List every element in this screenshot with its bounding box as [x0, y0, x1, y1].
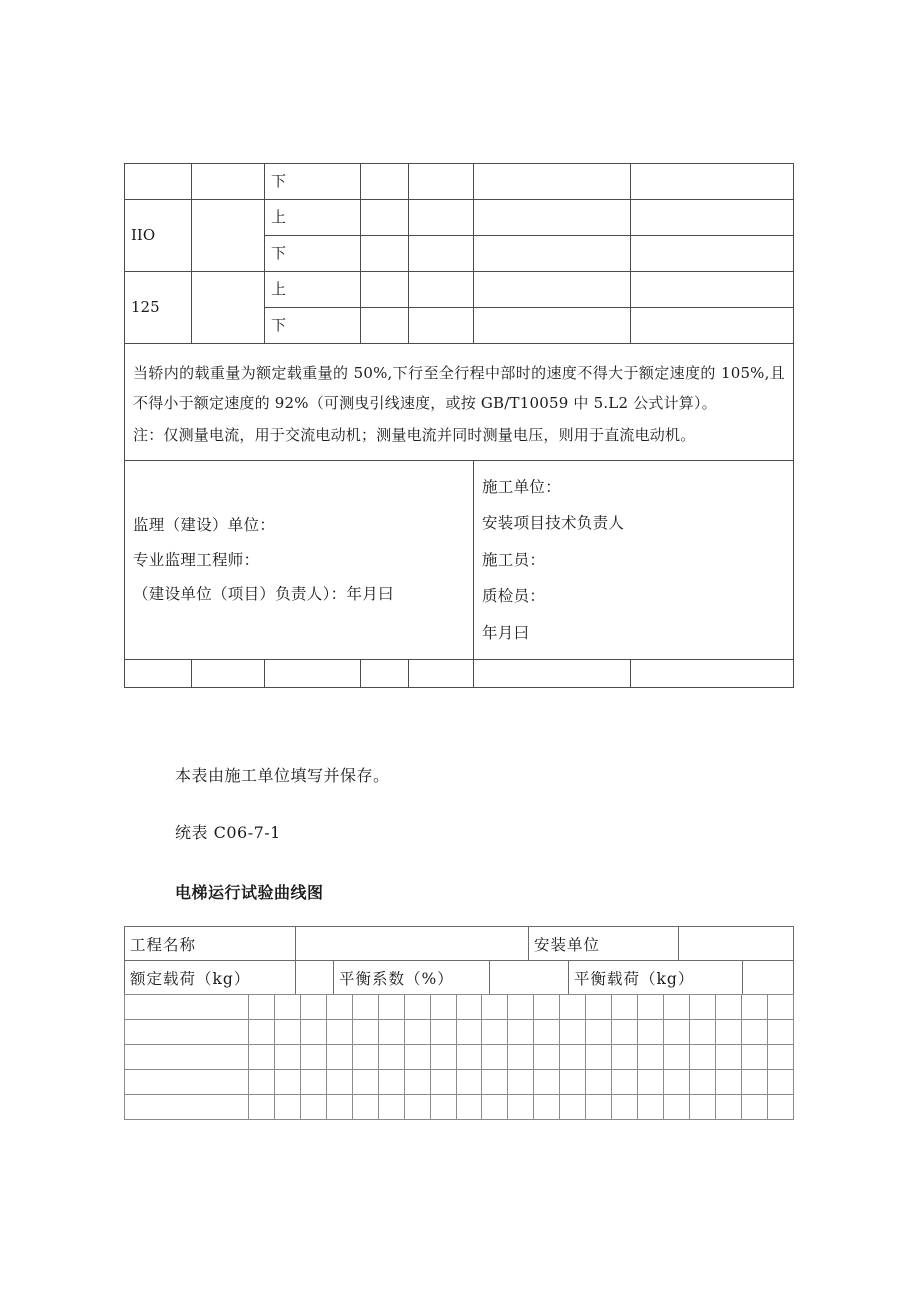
label-balance-load: 平衡载荷（kg） — [569, 961, 743, 995]
grid-cell[interactable] — [586, 1070, 612, 1095]
cell-c5 — [409, 236, 474, 272]
grid-cell[interactable] — [741, 995, 767, 1020]
grid-cell[interactable] — [326, 1045, 352, 1070]
grid-cell[interactable] — [664, 1095, 690, 1120]
grid-cell[interactable] — [715, 1095, 741, 1120]
cell-col2 — [192, 164, 265, 200]
cell-c4 — [361, 200, 409, 236]
grid-cell[interactable] — [715, 1020, 741, 1045]
grid-cell[interactable] — [456, 995, 482, 1020]
chart-header-table — [124, 926, 794, 961]
label-installation-unit: 安装单位 — [529, 927, 679, 961]
grid-cell[interactable] — [404, 1070, 430, 1095]
cell-blank-3 — [265, 660, 361, 688]
value-balance-load[interactable] — [743, 961, 794, 995]
cell-blank-6 — [474, 660, 631, 688]
grid-row — [125, 1070, 794, 1095]
sig-worker: 施工员： — [482, 550, 546, 569]
grid-axis-label-cell[interactable] — [125, 1095, 249, 1120]
signature-row — [125, 461, 794, 660]
grid-axis-label-cell[interactable] — [125, 1070, 249, 1095]
note-row — [125, 344, 794, 461]
form-keeper-note: 本表由施工单位填写并保存。 — [175, 766, 390, 785]
grid-row — [125, 1020, 794, 1045]
signature-contractor-cell — [474, 461, 794, 660]
cell-c7 — [631, 308, 794, 344]
grid-cell[interactable] — [482, 1095, 508, 1120]
label-project-name: 工程名称 — [125, 927, 296, 961]
grid-cell[interactable] — [352, 1095, 378, 1120]
cell-c6 — [474, 236, 631, 272]
cell-col2 — [192, 200, 265, 272]
grid-cell[interactable] — [378, 995, 404, 1020]
cell-c5 — [409, 308, 474, 344]
grid-cell[interactable] — [378, 1045, 404, 1070]
grid-cell[interactable] — [586, 1045, 612, 1070]
cell-blank-5 — [409, 660, 474, 688]
cell-c6 — [474, 164, 631, 200]
grid-cell[interactable] — [274, 1020, 300, 1045]
form-code: 统表 C06-7-1 — [175, 823, 281, 842]
grid-cell[interactable] — [404, 1020, 430, 1045]
grid-cell[interactable] — [508, 1095, 534, 1120]
sig-owner-representative: （建设单位（项目）负责人）：年月曰 — [133, 585, 394, 604]
grid-cell[interactable] — [689, 995, 715, 1020]
chart-params-table — [124, 960, 794, 995]
grid-cell[interactable] — [534, 1020, 560, 1045]
cell-direction: 下 — [265, 164, 361, 200]
cell-direction: 下 — [265, 308, 361, 344]
grid-cell[interactable] — [689, 1045, 715, 1070]
grid-cell[interactable] — [352, 1020, 378, 1045]
grid-cell[interactable] — [456, 1070, 482, 1095]
grid-cell[interactable] — [300, 1045, 326, 1070]
grid-cell[interactable] — [767, 1070, 793, 1095]
cell-blank-2 — [192, 660, 265, 688]
grid-cell[interactable] — [404, 1095, 430, 1120]
grid-cell[interactable] — [249, 1095, 275, 1120]
grid-cell[interactable] — [560, 1020, 586, 1045]
grid-cell[interactable] — [274, 1070, 300, 1095]
grid-cell[interactable] — [249, 995, 275, 1020]
grid-cell[interactable] — [352, 1070, 378, 1095]
grid-cell[interactable] — [560, 995, 586, 1020]
cell-direction: 上 — [265, 200, 361, 236]
grid-cell[interactable] — [560, 1070, 586, 1095]
grid-cell[interactable] — [586, 995, 612, 1020]
grid-cell[interactable] — [741, 1020, 767, 1045]
grid-cell[interactable] — [274, 1095, 300, 1120]
grid-cell[interactable] — [508, 1020, 534, 1045]
grid-cell[interactable] — [456, 1095, 482, 1120]
grid-cell[interactable] — [249, 1045, 275, 1070]
grid-cell[interactable] — [508, 1045, 534, 1070]
grid-cell[interactable] — [326, 1095, 352, 1120]
grid-cell[interactable] — [689, 1020, 715, 1045]
cell-c6 — [474, 272, 631, 308]
cell-load: IIO — [125, 200, 192, 272]
grid-cell[interactable] — [638, 1020, 664, 1045]
grid-cell[interactable] — [482, 1045, 508, 1070]
grid-cell[interactable] — [534, 1070, 560, 1095]
grid-cell[interactable] — [534, 1045, 560, 1070]
table-row — [125, 927, 794, 961]
cell-c4 — [361, 272, 409, 308]
grid-axis-label-cell[interactable] — [125, 995, 249, 1020]
grid-cell[interactable] — [274, 995, 300, 1020]
grid-cell[interactable] — [430, 995, 456, 1020]
grid-cell[interactable] — [326, 995, 352, 1020]
grid-cell[interactable] — [638, 995, 664, 1020]
cell-direction: 上 — [265, 272, 361, 308]
grid-cell[interactable] — [689, 1070, 715, 1095]
grid-cell[interactable] — [300, 1095, 326, 1120]
grid-cell[interactable] — [352, 995, 378, 1020]
grid-cell[interactable] — [249, 1070, 275, 1095]
grid-cell[interactable] — [741, 1070, 767, 1095]
grid-cell[interactable] — [612, 1070, 638, 1095]
cell-blank-7 — [631, 660, 794, 688]
cell-blank-4 — [361, 660, 409, 688]
grid-cell[interactable] — [664, 1070, 690, 1095]
value-project-name[interactable] — [296, 927, 529, 961]
grid-cell[interactable] — [378, 1020, 404, 1045]
grid-row — [125, 995, 794, 1020]
grid-cell[interactable] — [560, 1095, 586, 1120]
cell-c7 — [631, 200, 794, 236]
grid-cell[interactable] — [534, 995, 560, 1020]
grid-cell[interactable] — [430, 1020, 456, 1045]
cell-load — [125, 164, 192, 200]
grid-cell[interactable] — [456, 1045, 482, 1070]
grid-cell[interactable] — [300, 995, 326, 1020]
sig-supervisor-engineer: 专业监理工程师： — [133, 550, 260, 569]
label-balance-coefficient: 平衡系数（%） — [334, 961, 490, 995]
grid-cell[interactable] — [560, 1045, 586, 1070]
value-rated-load[interactable] — [296, 961, 334, 995]
chart-title: 电梯运行试验曲线图 — [175, 883, 324, 902]
grid-cell[interactable] — [715, 1045, 741, 1070]
grid-cell[interactable] — [612, 1020, 638, 1045]
grid-cell[interactable] — [482, 1070, 508, 1095]
grid-axis-label-cell[interactable] — [125, 1020, 249, 1045]
grid-cell[interactable] — [612, 1045, 638, 1070]
cell-c4 — [361, 236, 409, 272]
grid-cell[interactable] — [326, 1070, 352, 1095]
grid-cell[interactable] — [430, 1095, 456, 1120]
grid-cell[interactable] — [767, 995, 793, 1020]
cell-c5 — [409, 272, 474, 308]
grid-cell[interactable] — [456, 1020, 482, 1045]
grid-cell[interactable] — [274, 1045, 300, 1070]
sig-supervisor-unit: 监理（建设）单位： — [133, 515, 276, 534]
grid-cell[interactable] — [638, 1095, 664, 1120]
grid-row — [125, 1095, 794, 1120]
table-row — [125, 272, 794, 308]
grid-cell[interactable] — [767, 1095, 793, 1120]
sig-construction-unit: 施工单位： — [482, 478, 562, 496]
table-row — [125, 961, 794, 995]
elevator-run-curve-chart-table — [124, 926, 793, 1120]
cell-c4 — [361, 308, 409, 344]
label-rated-load: 额定载荷（kg） — [125, 961, 296, 995]
sig-inspector: 质检员： — [482, 587, 546, 606]
grid-cell[interactable] — [326, 1020, 352, 1045]
cell-col2 — [192, 272, 265, 344]
grid-cell[interactable] — [300, 1020, 326, 1045]
cell-blank-1 — [125, 660, 192, 688]
grid-cell[interactable] — [715, 1070, 741, 1095]
signature-supervisor-cell — [125, 461, 474, 660]
cell-c4 — [361, 164, 409, 200]
cell-load: 125 — [125, 272, 192, 344]
grid-cell[interactable] — [715, 995, 741, 1020]
grid-cell[interactable] — [404, 995, 430, 1020]
grid-cell[interactable] — [430, 1045, 456, 1070]
grid-cell[interactable] — [508, 1070, 534, 1095]
grid-cell[interactable] — [482, 995, 508, 1020]
grid-cell[interactable] — [664, 1020, 690, 1045]
cell-c7 — [631, 272, 794, 308]
grid-cell[interactable] — [508, 995, 534, 1020]
cell-c5 — [409, 164, 474, 200]
sig-date: 年月曰 — [482, 623, 530, 642]
grid-axis-label-cell[interactable] — [125, 1045, 249, 1070]
cell-c7 — [631, 236, 794, 272]
grid-cell[interactable] — [664, 1045, 690, 1070]
value-balance-coefficient[interactable] — [490, 961, 569, 995]
elevator-speed-test-table — [124, 163, 794, 688]
note-paragraph: 当轿内的载重量为额定载重量的 50%,下行至全行程中部时的速度不得大于额定速度的 105%,且不得小于额定速度的 92%（可测曳引线速度，或按 GB/T10059 中 5.L2 公式计算）。 — [133, 364, 785, 412]
grid-cell[interactable] — [249, 1020, 275, 1045]
grid-cell[interactable] — [689, 1095, 715, 1120]
grid-cell[interactable] — [612, 1095, 638, 1120]
grid-cell[interactable] — [430, 1070, 456, 1095]
table-row — [125, 164, 794, 200]
grid-cell[interactable] — [534, 1095, 560, 1120]
grid-cell[interactable] — [378, 1095, 404, 1120]
grid-cell[interactable] — [352, 1045, 378, 1070]
grid-cell[interactable] — [638, 1045, 664, 1070]
grid-cell[interactable] — [586, 1095, 612, 1120]
grid-cell[interactable] — [482, 1020, 508, 1045]
table-row — [125, 660, 794, 688]
cell-c6 — [474, 308, 631, 344]
cell-c5 — [409, 200, 474, 236]
note-line: 注：仅测量电流，用于交流电动机；测量电流并同时测量电压，则用于直流电动机。 — [133, 426, 696, 444]
grid-cell[interactable] — [741, 1095, 767, 1120]
curve-plot-grid — [124, 994, 794, 1120]
note-cell — [125, 344, 794, 461]
grid-cell[interactable] — [767, 1045, 793, 1070]
cell-c7 — [631, 164, 794, 200]
grid-cell[interactable] — [586, 1020, 612, 1045]
grid-cell[interactable] — [664, 995, 690, 1020]
sig-tech-lead: 安装项目技术负责人 — [482, 514, 625, 533]
value-installation-unit[interactable] — [679, 927, 794, 961]
grid-cell[interactable] — [404, 1045, 430, 1070]
grid-cell[interactable] — [741, 1045, 767, 1070]
cell-direction: 下 — [265, 236, 361, 272]
grid-cell[interactable] — [612, 995, 638, 1020]
grid-row — [125, 1045, 794, 1070]
grid-cell[interactable] — [300, 1070, 326, 1095]
table-row — [125, 200, 794, 236]
cell-c6 — [474, 200, 631, 236]
grid-cell[interactable] — [638, 1070, 664, 1095]
grid-cell[interactable] — [767, 1020, 793, 1045]
grid-cell[interactable] — [378, 1070, 404, 1095]
